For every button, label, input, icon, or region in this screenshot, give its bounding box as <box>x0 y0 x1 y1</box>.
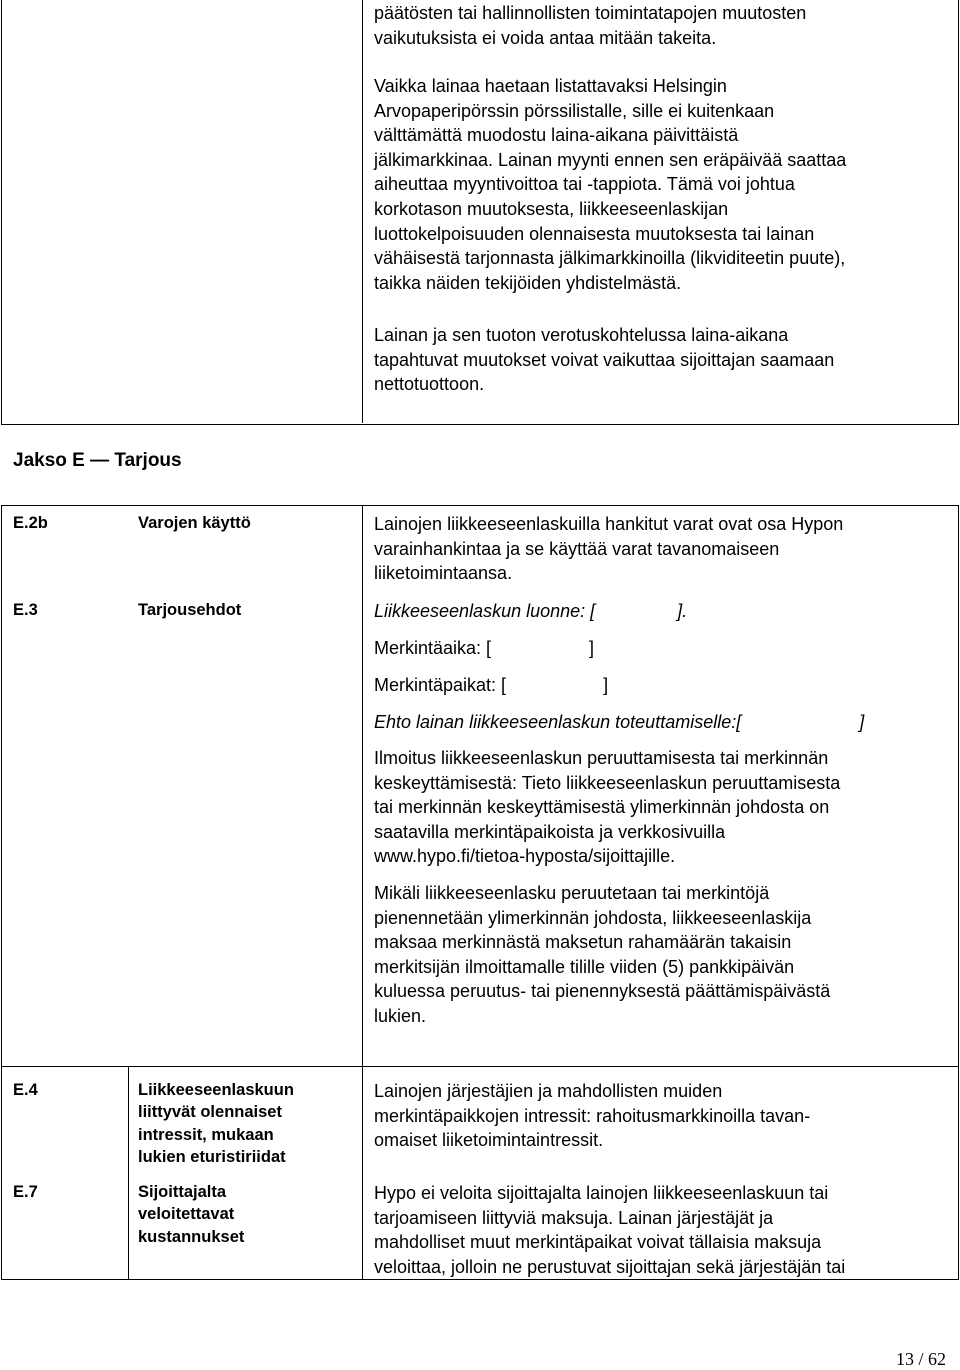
text-line: varainhankintaa ja se käyttää varat tavanomaiseen <box>374 538 780 559</box>
text-line: tapahtuvat muutokset voivat vaikuttaa sijoittajan saamaan <box>374 349 835 370</box>
text-line: tai merkinnän keskeyttämisestä ylimerkinnän johdosta on <box>374 797 830 818</box>
e4-id: E.4 <box>13 1081 38 1099</box>
field-label: Merkintäpaikat: [ <box>374 675 507 695</box>
text-line: saatavilla merkintäpaikoista ja verkkosivuilla <box>374 821 726 842</box>
text-line: merkintäpaikkojen intressit: rahoitusmarkkinoilla tavan- <box>374 1105 811 1126</box>
text-line: pienennetään ylimerkinnän johdosta, liikkeeseenlaskija <box>374 907 812 928</box>
e2b-label: Varojen käyttö <box>138 514 251 532</box>
text-line: www.hypo.fi/tietoa-hyposta/sijoittajille. <box>374 846 676 867</box>
text-line: tarjoamiseen liittyviä maksuja. Lainan järjestäjät ja <box>374 1207 774 1228</box>
e4-label <box>138 1079 294 1168</box>
e2b-text <box>374 512 843 586</box>
e4-text <box>374 1079 810 1153</box>
text-line: luottokelpoisuuden olennaisesta muutoksesta tai lainan <box>374 223 815 244</box>
text-line: Lainan ja sen tuoton verotuskohtelussa laina-aikana <box>374 325 789 345</box>
label-line: Liikkeeseenlaskuun <box>138 1081 294 1099</box>
text-line: omaiset liiketoimintaintressit. <box>374 1130 604 1151</box>
text-line: mahdolliset muut merkintäpaikat voivat tällaisia maksuja <box>374 1232 822 1253</box>
tax-paragraph <box>374 323 834 397</box>
text-line: nettotuottoon. <box>374 374 485 395</box>
label-line: Sijoittajalta <box>138 1183 227 1201</box>
text-line: välttämättä muodostu laina-aikana päivittäistä <box>374 125 739 146</box>
label-line: liittyvät olennaiset <box>138 1103 282 1122</box>
text-line: keskeyttämisestä: Tieto liikkeeseenlaskun peruuttamisesta <box>374 772 841 793</box>
field-close: ] <box>859 712 865 732</box>
field-close: ]. <box>677 601 688 621</box>
text-line: päätösten tai hallinnollisten toimintatapojen muutosten <box>374 3 807 23</box>
text-line: Lainojen liikkeeseenlaskuilla hankitut varat ovat osa Hypon <box>374 514 844 534</box>
text-line: Vaikka lainaa haetaan listattavaksi Helsingin <box>374 76 727 96</box>
top-section-divider <box>362 0 363 423</box>
text-line: taikka näiden tekijöiden yhdistelmästä. <box>374 272 682 293</box>
text-line: jälkimarkkinaa. Lainan myynti ennen sen eräpäivää saattaa <box>374 149 847 170</box>
e3-subscription-places-field <box>374 673 608 698</box>
field-label: Liikkeeseenlaskun luonne: [ <box>374 601 596 621</box>
text-line: kuluessa peruutus- tai pienennyksestä päättämispäivästä <box>374 981 831 1002</box>
field-close: ] <box>603 675 609 695</box>
column-divider-right <box>362 505 363 1280</box>
field-label: Merkintäaika: [ <box>374 638 492 658</box>
text-line: aiheuttaa myyntivoittoa tai -tappiota. Tämä voi johtua <box>374 174 795 195</box>
text-line: Ilmoitus liikkeeseenlaskun peruuttamisesta tai merkinnän <box>374 748 829 768</box>
e3-condition-field <box>374 710 864 735</box>
e3-cancellation-notice <box>374 746 840 869</box>
label-line: kustannukset <box>138 1227 245 1246</box>
text-line: vähäisestä tarjonnasta jälkimarkkinoilla (likviditeetin puute), <box>374 248 846 269</box>
text-line: lukien. <box>374 1005 427 1026</box>
e3-refund-paragraph <box>374 881 830 1029</box>
text-line: veloittaa, jolloin ne perustuvat sijoittajan sekä järjestäjän tai <box>374 1256 846 1277</box>
e3-subscription-period-field <box>374 636 594 661</box>
text-line: maksaa merkinnästä maksetun rahamäärän takaisin <box>374 932 792 953</box>
section-e-horizontal-rule <box>1 1066 959 1067</box>
e7-label <box>138 1181 244 1248</box>
column-divider-left <box>128 1066 129 1280</box>
text-line: Mikäli liikkeeseenlasku peruutetaan tai merkintöjä <box>374 883 770 903</box>
text-line: Arvopaperipörssin pörssilistalle, sille ei kuitenkaan <box>374 100 775 121</box>
label-line: intressit, mukaan <box>138 1125 274 1144</box>
text-line: liiketoimintaansa. <box>374 563 513 584</box>
text-line: Lainojen järjestäjien ja mahdollisten muiden <box>374 1081 723 1101</box>
e3-label: Tarjousehdot <box>138 601 242 619</box>
risk-text-continued <box>374 1 806 50</box>
page-number: 13 / 62 <box>895 1349 946 1369</box>
section-title: Jakso E — Tarjous <box>13 450 182 471</box>
e3-id: E.3 <box>13 601 38 619</box>
text-line: Hypo ei veloita sijoittajalta lainojen liikkeeseenlaskuun tai <box>374 1183 829 1203</box>
text-line: vaikutuksista ei voida antaa mitään takeita. <box>374 27 717 48</box>
text-line: korkotason muutoksesta, liikkeeseenlaskijan <box>374 198 729 219</box>
liquidity-risk-paragraph <box>374 74 846 295</box>
e7-id: E.7 <box>13 1183 38 1201</box>
field-close: ] <box>589 638 595 658</box>
label-line: lukien eturistiriidat <box>138 1147 286 1166</box>
text-line: merkitsijän ilmoittamalle tilille viiden (5) pankkipäivän <box>374 956 795 977</box>
e3-issue-type-field <box>374 599 687 624</box>
field-label: Ehto lainan liikkeeseenlaskun toteuttamiselle:[ <box>374 712 742 732</box>
label-line: veloitettavat <box>138 1205 235 1224</box>
e2b-id: E.2b <box>13 514 48 532</box>
e7-text <box>374 1181 845 1279</box>
